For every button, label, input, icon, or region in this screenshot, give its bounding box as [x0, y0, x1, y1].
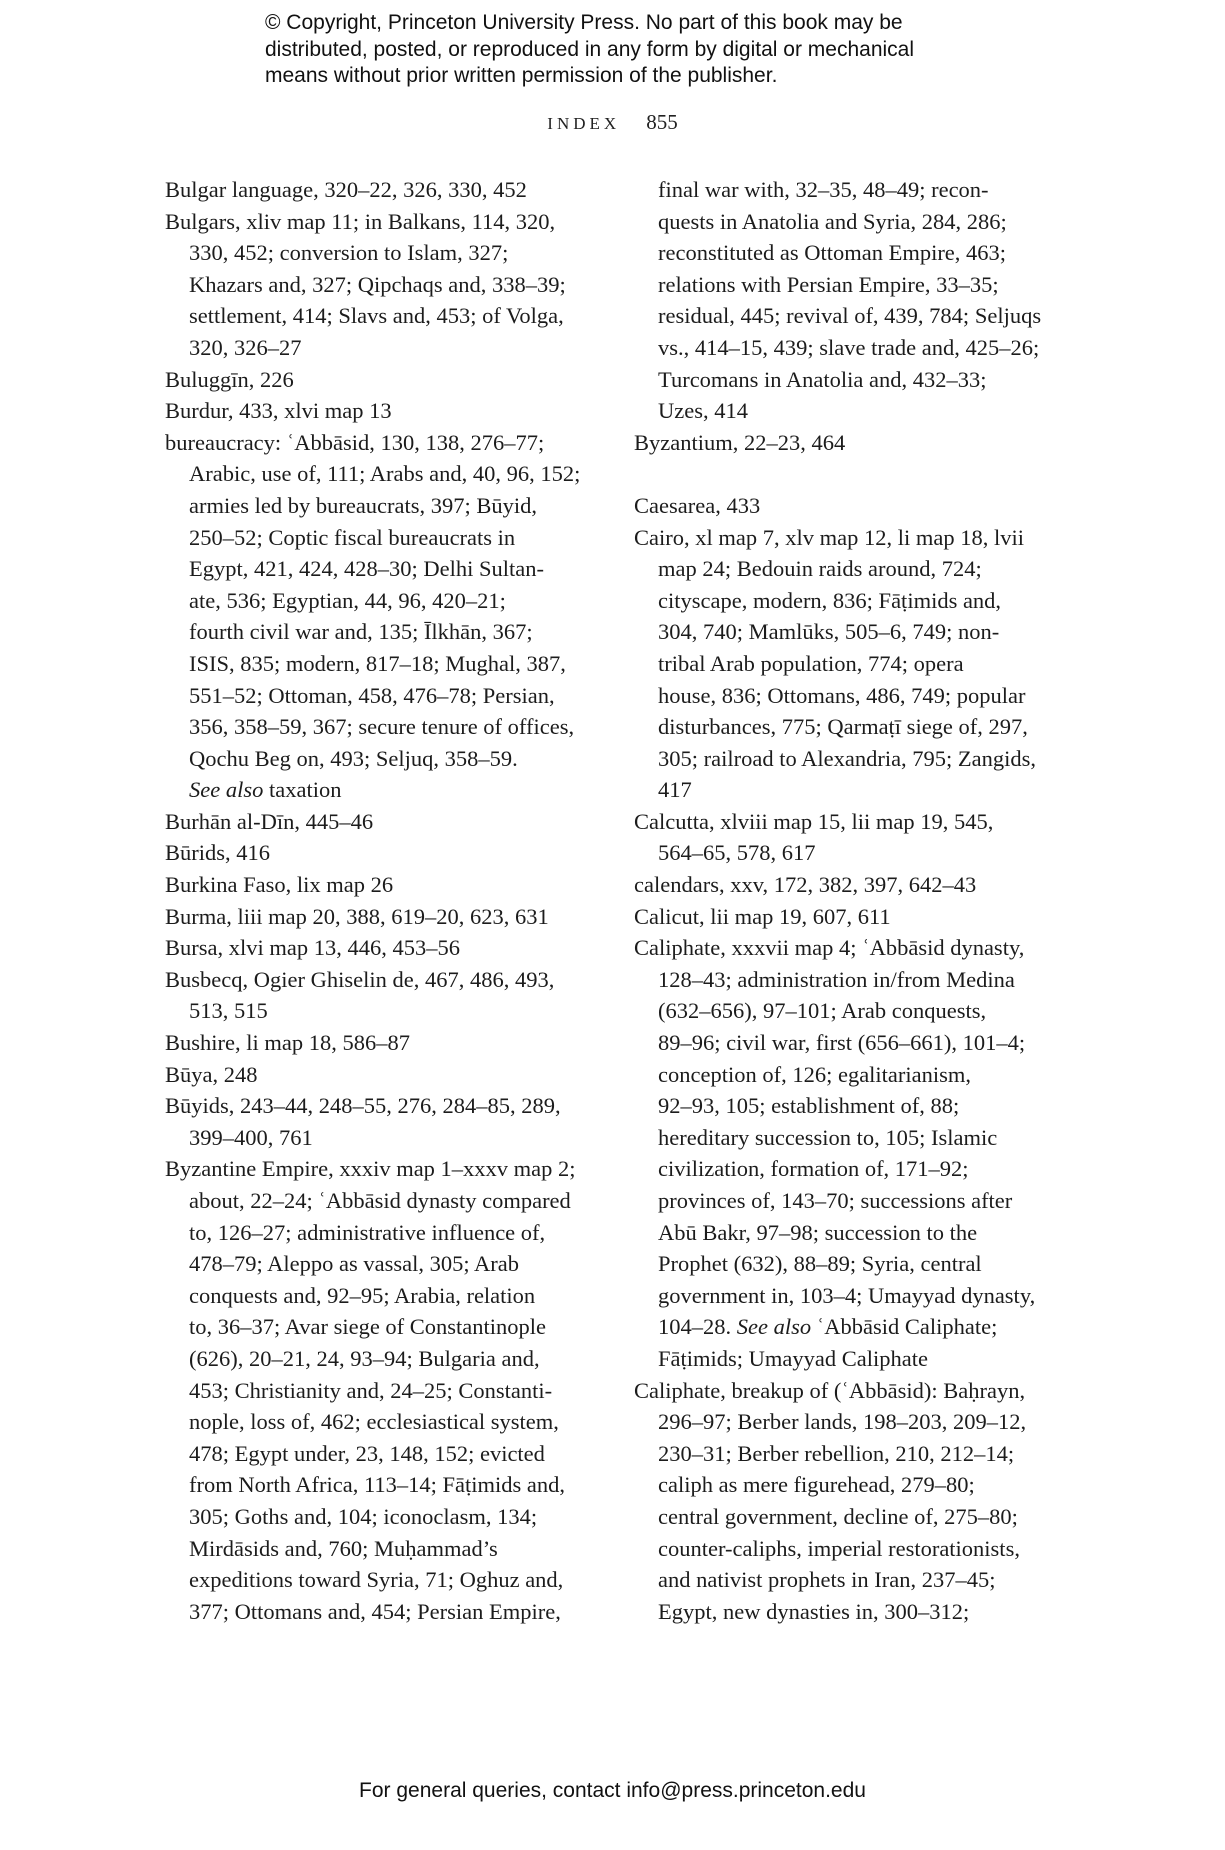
index-entry-line: 513, 515: [189, 998, 268, 1024]
index-entry-line: Burma, liii map 20, 388, 619–20, 623, 631: [165, 903, 549, 929]
index-entry-line: hereditary succession to, 105; Islamic: [658, 1124, 998, 1150]
index-entry-line: cityscape, modern, 836; Fāṭimids and,: [658, 587, 1002, 613]
index-entry-line: 304, 740; Mamlūks, 505–6, 749; non-: [658, 619, 1000, 645]
copyright-line: means without prior written permission of the publisher.: [265, 64, 778, 87]
index-entry-line: reconstituted as Ottoman Empire, 463;: [658, 240, 1007, 266]
index-entry-line: conquests and, 92–95; Arabia, relation: [189, 1282, 536, 1308]
index-entry-line: Caliphate, breakup of (ʿAbbāsid): Baḥrayn,: [634, 1377, 1026, 1403]
index-entry-line: final war with, 32–35, 48–49; recon-: [658, 177, 989, 202]
index-entry-line: residual, 445; revival of, 439, 784; Seljuqs: [658, 303, 1042, 329]
index-entry-line: expeditions toward Syria, 71; Oghuz and,: [189, 1567, 564, 1593]
index-entry-line: 305; Goths and, 104; iconoclasm, 134;: [189, 1503, 538, 1529]
index-entry-line: Egypt, new dynasties in, 300–312;: [658, 1598, 970, 1624]
index-entry-line: vs., 414–15, 439; slave trade and, 425–26;: [658, 334, 1040, 360]
index-entry-line: Uzes, 414: [658, 398, 748, 424]
index-entry-line: Calicut, lii map 19, 607, 611: [634, 903, 891, 929]
index-entry-line: 92–93, 105; establishment of, 88;: [658, 1093, 960, 1119]
index-entry-line: 305; railroad to Alexandria, 795; Zangids,: [658, 745, 1037, 771]
index-entry-line: Caesarea, 433: [634, 492, 761, 518]
index-entry-line: 320, 326–27: [189, 334, 302, 360]
index-entry-line: caliph as mere figurehead, 279–80;: [658, 1472, 975, 1498]
index-entry-line: about, 22–24; ʿAbbāsid dynasty compared: [189, 1188, 571, 1213]
index-entry-line: Caliphate, xxxvii map 4; ʿAbbāsid dynasty,: [634, 935, 1025, 961]
index-entry-line: 551–52; Ottoman, 458, 476–78; Persian,: [189, 682, 555, 708]
index-entry-line: Busbecq, Ogier Ghiselin de, 467, 486, 493,: [165, 966, 555, 992]
index-entry-line: relations with Persian Empire, 33–35;: [658, 271, 999, 297]
index-column-left: [165, 174, 595, 1627]
index-entry-line: [634, 458, 1064, 490]
index-entry-line: provinces of, 143–70; successions after: [658, 1188, 1013, 1213]
index-entry-line: (626), 20–21, 24, 93–94; Bulgaria and,: [189, 1345, 540, 1371]
index-entry-line: Bursa, xlvi map 13, 446, 453–56: [165, 935, 460, 961]
index-entry-line: bureaucracy: ʿAbbāsid, 130, 138, 276–77;: [165, 429, 545, 455]
index-entry-line: to, 126–27; administrative influence of,: [189, 1219, 546, 1245]
index-entry-line: Bushire, li map 18, 586–87: [165, 1030, 410, 1056]
index-entry-line: Byzantine Empire, xxxiv map 1–xxxv map 2;: [165, 1156, 576, 1182]
index-entry-line: Qochu Beg on, 493; Seljuq, 358–59.: [189, 745, 518, 771]
index-entry-line: ate, 536; Egyptian, 44, 96, 420–21;: [189, 587, 506, 613]
index-entry-line: tribal Arab population, 774; opera: [658, 650, 964, 676]
index-entry-line: Prophet (632), 88–89; Syria, central: [658, 1251, 982, 1277]
index-entry-line: Bulgar language, 320–22, 326, 330, 452: [165, 177, 527, 202]
index-entry-line: counter-caliphs, imperial restorationists,: [658, 1535, 1020, 1561]
index-entry-line: to, 36–37; Avar siege of Constantinople: [189, 1314, 547, 1340]
index-entry-line: disturbances, 775; Qarmaṭī siege of, 297,: [658, 714, 1028, 740]
index-entry-line: 356, 358–59, 367; secure tenure of offices,: [189, 714, 575, 740]
index-entry-line: calendars, xxv, 172, 382, 397, 642–43: [634, 872, 977, 898]
index-entry-line: Bulgars, xliv map 11; in Balkans, 114, 320,: [165, 208, 556, 234]
index-entry-line: Burdur, 433, xlvi map 13: [165, 398, 392, 424]
index-entry-line: Būrids, 416: [165, 840, 271, 866]
index-entry-line: 417: [658, 777, 692, 803]
index-entry-line: 330, 452; conversion to Islam, 327;: [189, 240, 509, 266]
section-title: INDEX: [547, 114, 621, 133]
index-entry-line: government in, 103–4; Umayyad dynasty,: [658, 1282, 1036, 1308]
index-entry-line: Mirdāsids and, 760; Muḥammad’s: [189, 1535, 498, 1561]
index-entry-line: Burhān al-Dīn, 445–46: [165, 808, 374, 834]
index-entry-line: Khazars and, 327; Qipchaqs and, 338–39;: [189, 271, 566, 297]
index-entry-line: 128–43; administration in/from Medina: [658, 966, 1015, 992]
index-entry-line: and nativist prophets in Iran, 237–45;: [658, 1567, 996, 1593]
index-entry-line: 296–97; Berber lands, 198–203, 209–12,: [658, 1409, 1027, 1435]
index-entry-line: 89–96; civil war, first (656–661), 101–4;: [658, 1030, 1026, 1056]
index-entry-line: 377; Ottomans and, 454; Persian Empire,: [189, 1598, 561, 1624]
index-entry-line: 453; Christianity and, 24–25; Constanti-: [189, 1377, 553, 1403]
index-entry-line: house, 836; Ottomans, 486, 749; popular: [658, 682, 1026, 708]
index-entry-line: (632–656), 97–101; Arab conquests,: [658, 998, 987, 1024]
index-entry-line: Fāṭimids; Umayyad Caliphate: [658, 1345, 928, 1371]
index-entry-line: 478; Egypt under, 23, 148, 152; evicted: [189, 1440, 545, 1466]
index-entry-line: Abū Bakr, 97–98; succession to the: [658, 1219, 978, 1245]
index-entry-line: central government, decline of, 275–80;: [658, 1503, 1018, 1529]
index-entry-line: civilization, formation of, 171–92;: [658, 1156, 969, 1182]
index-entry-line: Egypt, 421, 424, 428–30; Delhi Sultan-: [189, 556, 544, 582]
index-entry-line: 230–31; Berber rebellion, 210, 212–14;: [658, 1440, 1015, 1466]
index-entry-line: Byzantium, 22–23, 464: [634, 429, 846, 455]
index-entry-line: ISIS, 835; modern, 817–18; Mughal, 387,: [189, 650, 566, 676]
index-entry-line: quests in Anatolia and Syria, 284, 286;: [658, 208, 1007, 234]
index-entry-line: Būyids, 243–44, 248–55, 276, 284–85, 289,: [165, 1093, 561, 1119]
index-entry-line: from North Africa, 113–14; Fāṭimids and,: [189, 1472, 565, 1498]
index-entry-line: map 24; Bedouin raids around, 724;: [658, 556, 982, 582]
index-entry-line: 399–400, 761: [189, 1124, 313, 1150]
copyright-notice: [265, 10, 1025, 90]
index-entry-line: conception of, 126; egalitarianism,: [658, 1061, 972, 1087]
index-entry-line: Burkina Faso, lix map 26: [165, 872, 394, 898]
copyright-line: distributed, posted, or reproduced in any form by digital or mechanical: [265, 37, 915, 61]
index-column-right: [634, 174, 1064, 1627]
index-entry-line: Turcomans in Anatolia and, 432–33;: [658, 366, 987, 392]
footer-contact: For general queries, contact info@press.princeton.edu: [359, 1779, 866, 1802]
index-entry-line: armies led by bureaucrats, 397; Būyid,: [189, 492, 538, 518]
index-entry-line: nople, loss of, 462; ecclesiastical system,: [189, 1409, 559, 1435]
index-entry-line: settlement, 414; Slavs and, 453; of Volga,: [189, 303, 564, 329]
copyright-line: © Copyright, Princeton University Press. No part of this book may be: [265, 11, 903, 34]
index-entry-line: Calcutta, xlviii map 15, lii map 19, 545,: [634, 808, 994, 834]
index-entry-line: 250–52; Coptic fiscal bureaucrats in: [189, 524, 516, 550]
index-entry-line: fourth civil war and, 135; Īlkhān, 367;: [189, 619, 533, 645]
index-entry-line: Būya, 248: [165, 1061, 258, 1087]
index-entry-line: Buluggīn, 226: [165, 366, 294, 392]
index-entry-line: Arabic, use of, 111; Arabs and, 40, 96, 152;: [189, 461, 581, 487]
index-entry-line: Cairo, xl map 7, xlv map 12, li map 18, lvii: [634, 524, 1024, 550]
index-entry-line: 564–65, 578, 617: [658, 840, 816, 866]
index-entry-line: See also taxation: [189, 777, 342, 803]
page-number: 855: [646, 110, 678, 134]
running-head: [0, 110, 1225, 135]
index-entry-line: 104–28. See also ʿAbbāsid Caliphate;: [658, 1314, 998, 1340]
index-entry-line: 478–79; Aleppo as vassal, 305; Arab: [189, 1251, 519, 1277]
